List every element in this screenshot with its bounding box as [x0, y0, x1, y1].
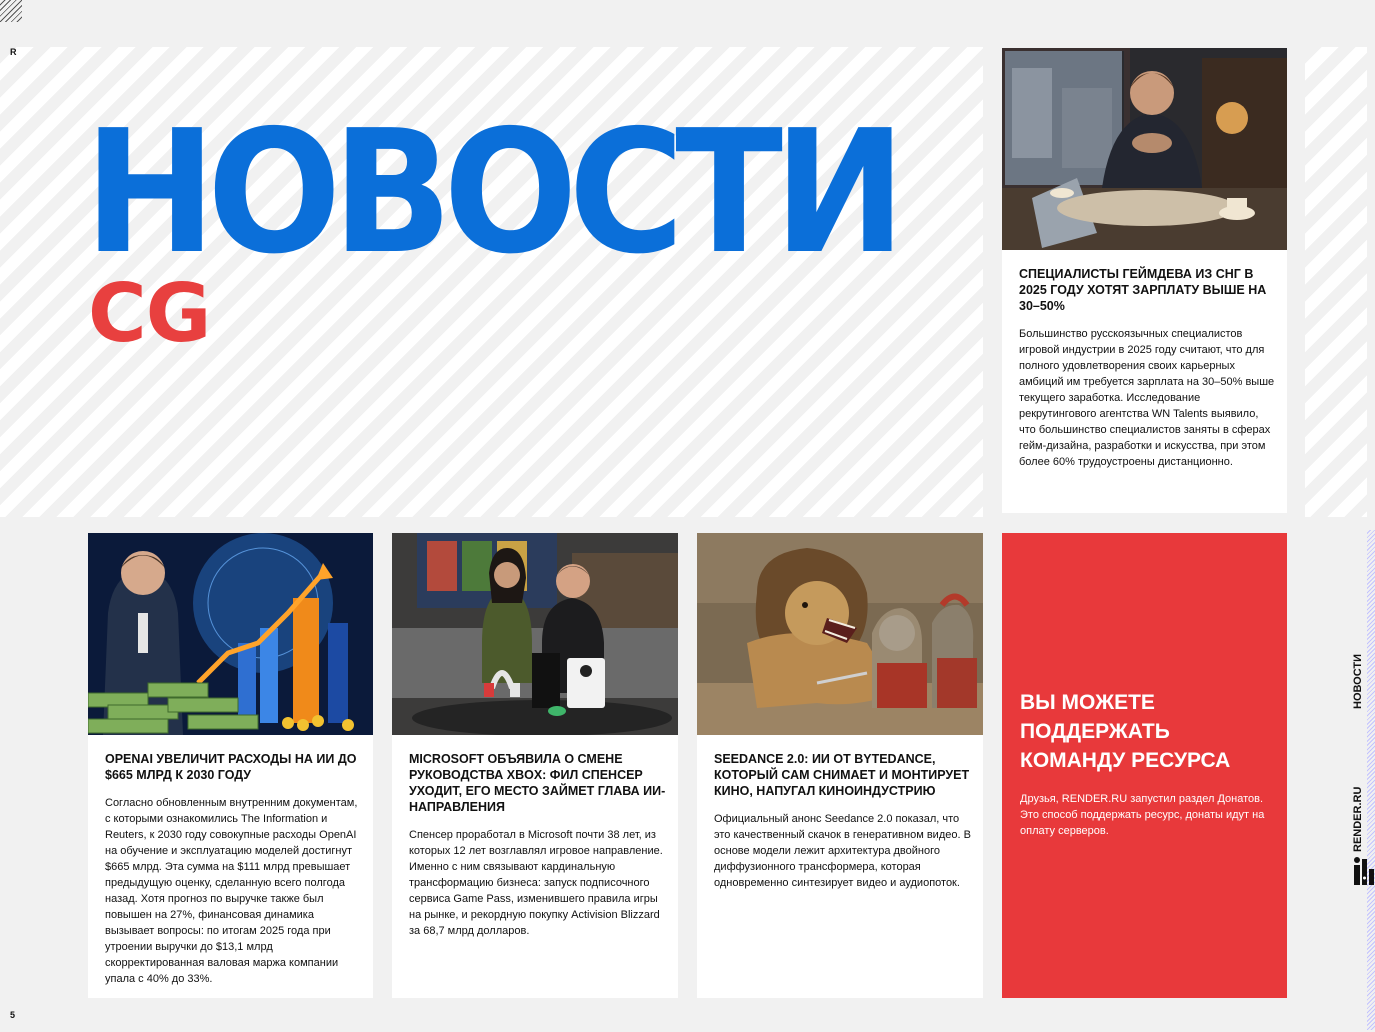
- article-body: Большинство русскоязычных специалистов игровой индустрии в 2025 году считают, что для полного удовлетворения своих карьерных амбиций им требуется зарплата на 30–50% выше текущего заработка. Исследование рекрутингового агентства WN Talents выявило, что большинство специалистов заняты в сферах гейм-дизайна, разработки и искусства, при этом более 60% трудоустроены дистанционно.: [1019, 328, 1275, 468]
- article-card-openai-spending[interactable]: [88, 533, 373, 998]
- section-side-label: НОВОСТИ: [1352, 653, 1364, 709]
- donation-promo-card[interactable]: [1002, 533, 1287, 998]
- article-card-xbox-leadership[interactable]: [392, 533, 678, 998]
- hero-title: НОВОСТИ: [84, 94, 897, 292]
- article-card-gamedev-salaries[interactable]: [1002, 48, 1287, 513]
- article-image-money-growth: [88, 533, 373, 735]
- corner-hatch-mark: [0, 0, 22, 22]
- article-image-xbox-executives: [392, 533, 678, 735]
- corner-letter: R: [10, 47, 17, 57]
- article-headline[interactable]: MICROSOFT ОБЪЯВИЛА О СМЕНЕ РУКОВОДСТВА XBOX: ФИЛ СПЕНСЕР УХОДИТ, ЕГО МЕСТО ЗАЙМЕТ ГЛАВА ИИ-НАПРАВЛЕНИЯ: [409, 752, 666, 814]
- promo-title[interactable]: ВЫ МОЖЕТЕ ПОДДЕРЖАТЬ КОМАНДУ РЕСУРСА: [1020, 691, 1231, 772]
- article-headline[interactable]: OPENAI УВЕЛИЧИТ РАСХОДЫ НА ИИ ДО $665 МЛРД К 2030 ГОДУ: [105, 752, 357, 782]
- article-image-man-at-desk: [1002, 48, 1287, 250]
- article-image-lion-gladiators: [697, 533, 983, 735]
- brand-logo-icon: [1353, 856, 1375, 888]
- right-stripe-background: [1305, 47, 1367, 517]
- article-body: Официальный анонс Seedance 2.0 показал, что это качественный скачок в генеративном видео. В основе модели лежит архитектура двойного диффузионного трансформера, которая одновременно синтезирует видео и аудиопоток.: [714, 813, 971, 889]
- promo-body: Друзья, RENDER.RU запустил раздел Донатов. Это способ поддержать ресурс, донаты идут на оплату серверов.: [1020, 793, 1265, 837]
- article-body: Спенсер проработал в Microsoft почти 38 лет, из которых 12 лет возглавлял игровое направление. Именно с ним связывают кардинальную трансформацию бизнеса: запуск подписочного сервиса Game Pass, изменившего правила игры на рынке, и рекордную покупку Activision Blizzard за 68,7 млрд долларов.: [409, 829, 663, 937]
- edge-hatch-strip: [1367, 530, 1375, 1030]
- article-headline[interactable]: SEEDANCE 2.0: ИИ ОТ BYTEDANCE, КОТОРЫЙ САМ СНИМАЕТ И МОНТИРУЕТ КИНО, НАПУГАЛ КИНОИНДУСТРИЮ: [714, 752, 970, 798]
- brand-side-label: RENDER.RU: [1352, 786, 1364, 852]
- article-card-seedance[interactable]: [697, 533, 983, 998]
- page-number: 5: [10, 1010, 16, 1020]
- article-headline[interactable]: СПЕЦИАЛИСТЫ ГЕЙМДЕВА ИЗ СНГ В 2025 ГОДУ ХОТЯТ ЗАРПЛАТУ ВЫШЕ НА 30–50%: [1019, 267, 1267, 313]
- article-body: Согласно обновленным внутренним документам, с которыми ознакомились The Information и Reuters, к 2030 году совокупные расходы OpenAI на обучение и эксплуатацию моделей достигнут $665 млрд. Эта сумма на $111 млрд превышает предыдущую оценку, сделанную всего полгода назад. Хотя прогноз по выручке также был повышен на 27%, финансовая динамика вызывает вопросы: по итогам 2025 года при утроении выручки до $13,1 млрд скорректированная валовая маржа компании упала с 40% до 33%.: [105, 797, 358, 985]
- hero-subtitle: CG: [88, 267, 211, 360]
